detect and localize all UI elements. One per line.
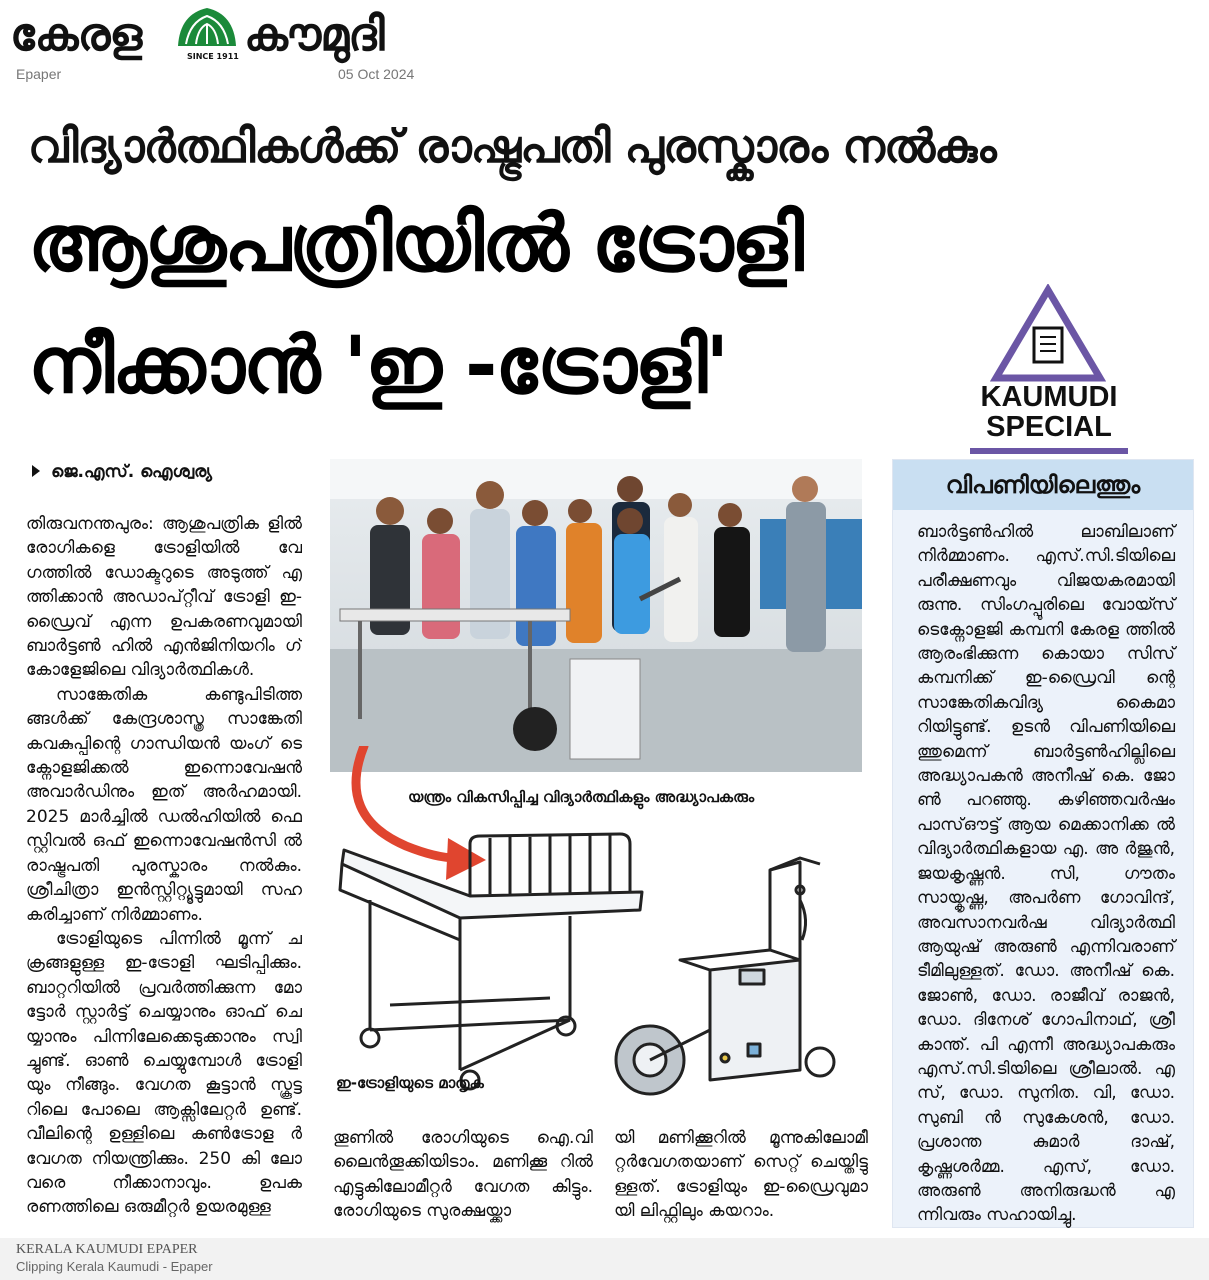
footer-line-2: Clipping Kerala Kaumudi - Epaper bbox=[16, 1259, 213, 1274]
sidebar-text: ബാർട്ടൺഹിൽ ലാബിലാണ് നിർമ്മാണം. എസ്.സി.ടിയിലെ പരീക്ഷണവും വിജയകരമായി രുന്നു. സിംഗപ്പൂരിലെ വോയ്സ് ടെക്നോളജി കമ്പനി കേരള ത്തിൽ ആരംഭിക്കുന്ന കൊയാ സിസ് കമ്പനിക്ക് ഇ-ഡ്രൈവി ന്റെ സാങ്കേതികവിദ്യ കൈമാ റിയിട്ടുണ്ട്. ഉടൻ വിപണിയിലെ ത്തുമെന്ന് ബാർട്ടൺഹില്ലിലെ അദ്ധ്യാപകൻ അനീഷ് കെ. ജോ ൺ പറഞ്ഞു. കഴിഞ്ഞവർഷം പാസ്ഔട്ട് ആയ മെക്കാനിക്ക ൽ വിദ്യാർത്ഥികളായ എ. അ ർജുൻ, ജയകൃഷ്ണൻ. സി, ഗൗതം സായ്കൃഷ്ണ, അപർണ ഗോവിന്ദ്, അവസാനവർഷ വിദ്യാർത്ഥി ആയുഷ് അരുൺ എന്നിവരാണ് ടീമിലുള്ളത്. ഡോ. അനീഷ് കെ. ജോൺ, ഡോ. രാജീവ് രാജൻ, ഡോ. ദിനേശ് ഗോപിനാഥ്, ശ്രീ കാന്ത്. പി എന്നീ അദ്ധ്യാപകരും എസ്.സി.ടിയിലെ ശ്രീലാൽ. എ സ്, ഡോ. സുനിത. വി, ഡോ. സുബി ൻ സുകേശൻ, ഡോ. പ്രശാന്ത കുമാർ ദാഷ്, കൃഷ്ണശർമ്മ. എസ്, ഡോ. അരുൺ അനിരുദ്ധൻ എ ന്നിവരും സഹായിച്ചു. bbox=[917, 522, 1175, 1226]
col1-paragraph-2: സാങ്കേതിക കണ്ടുപിടിത്ത ങ്ങൾക്ക് കേന്ദ്രശാസ്ത്ര സാങ്കേതി കവകുപ്പിന്റെ ഗാന്ധിയൻ യംഗ് ടെ ക്നോളജിക്കൽ ഇന്നൊവേഷൻ അവാർഡിനും ഇത് അർഹമായി. 2025 മാർച്ചിൽ ഡൽഹിയിൽ ഫെ സ്റ്റിവൽ ഒഫ് ഇന്നൊവേഷൻസി ൽ രാഷ്ട്രപതി പുരസ്കാരം നൽകും. ശ്രീചിത്രാ ഇൻസ്റ്റിറ്റ്യൂട്ടുമായി സഹ കരിച്ചാണ് നിർമ്മാണം. bbox=[26, 684, 302, 925]
masthead-since: SINCE 1911 bbox=[187, 52, 239, 61]
masthead-name-left: കേരള bbox=[10, 7, 142, 61]
badge-underline bbox=[970, 448, 1128, 454]
byline-text: ജെ.എസ്. ഐശ്വര്യ bbox=[51, 462, 213, 482]
e-trolley-diagram bbox=[330, 830, 850, 1100]
byline bbox=[32, 462, 212, 482]
footer-line-1: KERALA KAUMUDI EPAPER bbox=[16, 1242, 198, 1257]
kaumudi-logo-icon bbox=[174, 2, 240, 54]
headline-line-1: ആശുപത്രിയിൽ ട്രോളി bbox=[28, 199, 802, 289]
masthead-date: 05 Oct 2024 bbox=[338, 66, 415, 82]
diagram-caption: ഇ-ട്രോളിയുടെ മാതൃക bbox=[336, 1074, 484, 1092]
masthead-section: Epaper bbox=[16, 66, 62, 82]
photo-caption: യന്ത്രം വികസിപ്പിച്ച വിദ്യാർത്ഥികളും അദ്ധ്യാപകരും bbox=[408, 788, 755, 806]
article-kicker: വിദ്യാർത്ഥികൾക്ക് രാഷ്ട്രപതി പുരസ്കാരം നൽകും bbox=[28, 119, 996, 173]
kaumudi-special-badge-icon bbox=[990, 284, 1106, 384]
col1-paragraph-3: ട്രോളിയുടെ പിന്നിൽ മൂന്ന് ച ക്രങ്ങളുള്ള ഇ-ട്രോളി ഘടിപ്പിക്കും. ബാറ്ററിയിൽ പ്രവർത്തിക്കുന്ന മോ ട്ടോർ സ്റ്റാർട്ട് ചെയ്യാനും ഓഫ് ചെ യ്യാനും പിന്നിലേക്കെടുക്കാനും സ്വി ച്ചുണ്ട്. ഓൺ ചെയ്യുമ്പോൾ ട്രോളി യും നീങ്ങും. വേഗത കൂട്ടാൻ സ്കൂട്ട റിലെ പോലെ ആക്സിലേറ്റർ ഉണ്ട്. വീലിന്റെ ഉള്ളിലെ കൺട്രോള ർ വേഗത നിയന്ത്രിക്കും. 250 കി ലോ വരെ നീക്കാനാവും. ഉപക രണത്തിലെ ഒരുമീറ്റർ ഉയരമുള്ള bbox=[26, 928, 302, 1218]
col1-paragraph-1: തിരുവനന്തപുരം: ആശുപത്രിക ളിൽ രോഗികളെ ട്രോളിയിൽ വേ ഗത്തിൽ ഡോക്ടറുടെ അടുത്ത് എ ത്തിക്കാൻ അഡാപ്റ്റീവ് ട്രോളി ഇ- ഡ്രൈവ് എന്ന ഉപകരണവുമായി ബാർട്ടൺ ഹിൽ എൻജിനിയറിം ഗ് കോളേജിലെ വിദ്യാർത്ഥികൾ. bbox=[26, 514, 302, 681]
group-photo bbox=[330, 459, 862, 772]
article-column-2: തൂണിൽ രോഗിയുടെ ഐ.വി ലൈൻതൂക്കിയിടാം. മണിക്കൂ റിൽ എട്ടുകിലോമീറ്റർ വേഗത കിട്ടും. രോഗിയുടെ സുരക്ഷയ്ക്കാ bbox=[333, 1128, 593, 1222]
sidebar-box bbox=[892, 459, 1194, 1228]
sidebar-heading: വിപണിയിലെത്തും bbox=[893, 460, 1193, 510]
footer-bar bbox=[0, 1238, 1209, 1280]
masthead-name-right: കൗമുദി bbox=[244, 7, 384, 61]
kaumudi-special-badge bbox=[970, 382, 1128, 454]
byline-marker-icon bbox=[32, 465, 40, 477]
headline-line-2: നീക്കാൻ 'ഇ -ട്രോളി' bbox=[28, 321, 728, 411]
badge-line-1: KAUMUDI bbox=[980, 381, 1118, 413]
article-column-1 bbox=[26, 512, 302, 1232]
badge-line-2: SPECIAL bbox=[986, 411, 1112, 443]
article-column-3: യി മണിക്കൂറിൽ മൂന്നുകിലോമീ റ്റർവേഗതയാണ് സെറ്റ് ചെയ്തിട്ടു ള്ളത്. ട്രോളിയും ഇ-ഡ്രൈവുമാ യി ലിഫ്റ്റിലും കയറാം. bbox=[614, 1128, 868, 1222]
